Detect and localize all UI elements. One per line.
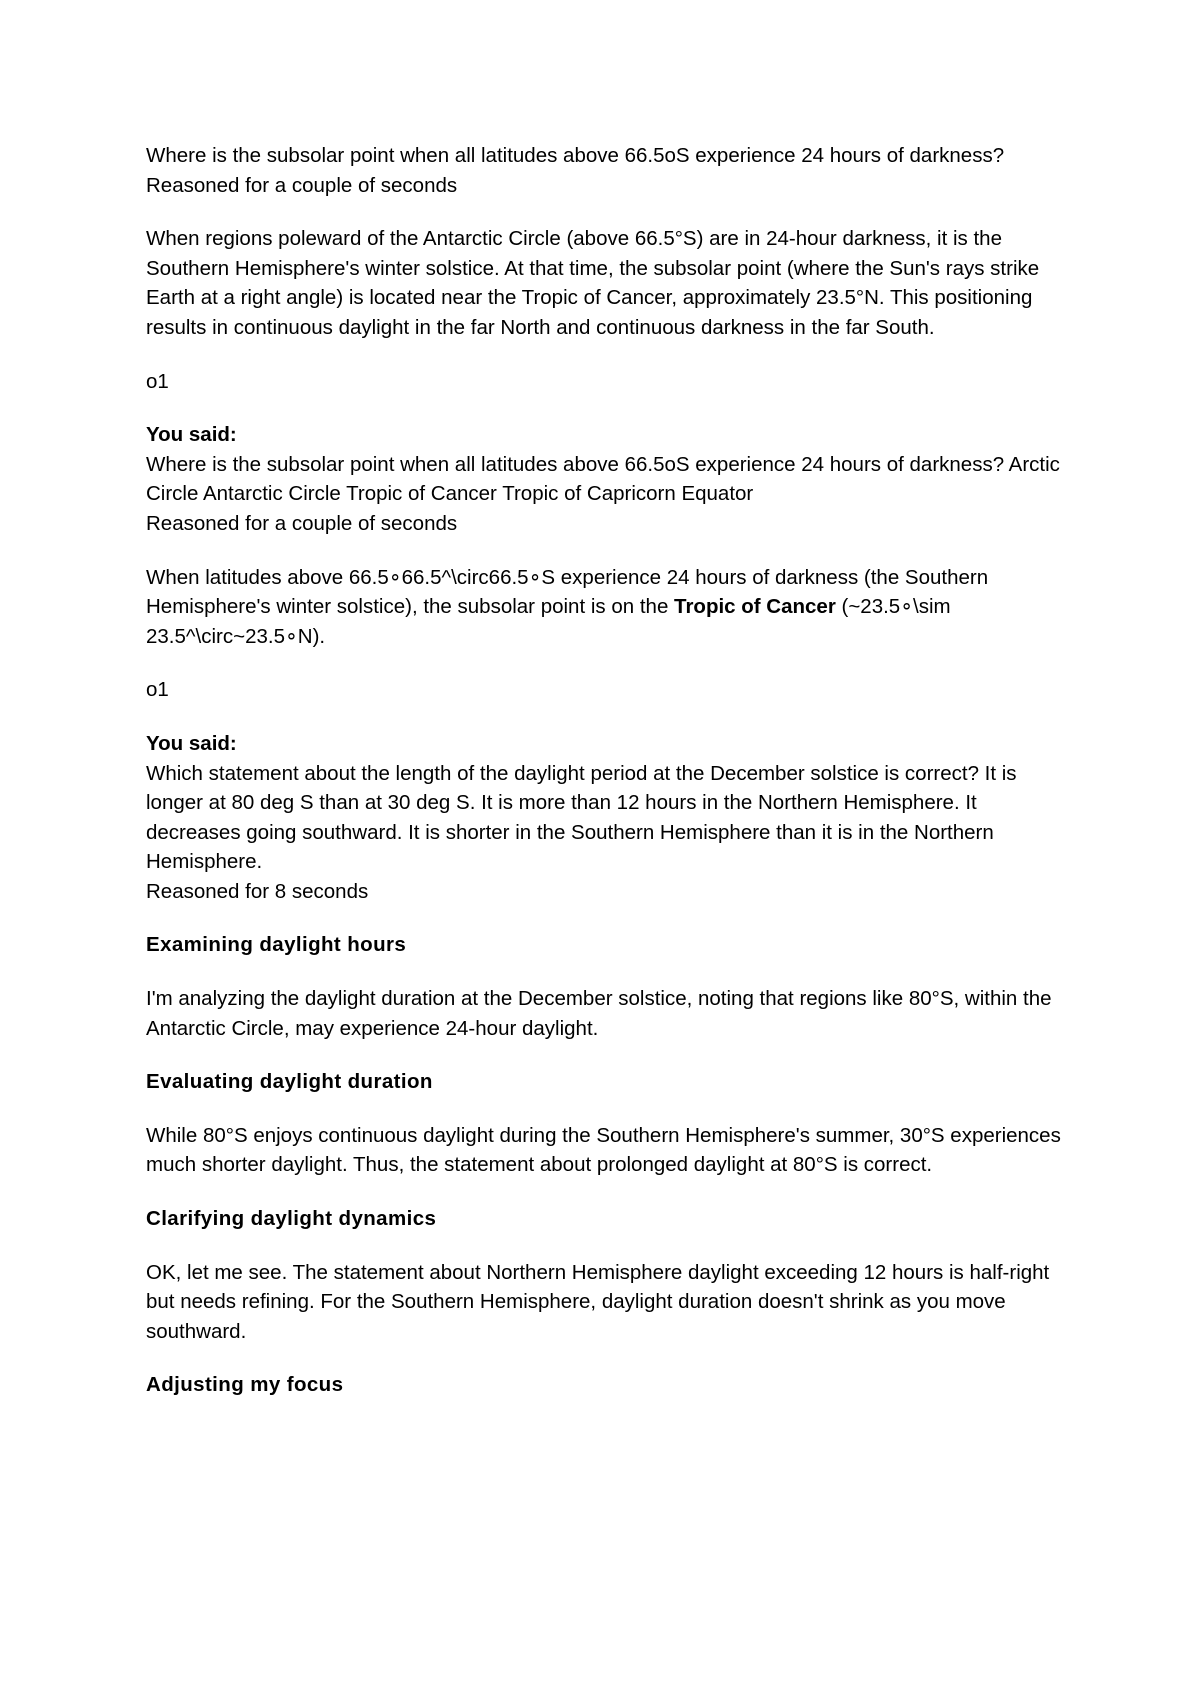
- answer-2-text: [146, 563, 1076, 652]
- answer-2-post: (~23.5∘\sim 23.5^\circ~23.5∘N).: [146, 595, 951, 648]
- section-text-evaluating: While 80°S enjoys continuous daylight during the Southern Hemisphere's summer, 30°S experiences much shorter daylight. Thus, the statement about prolonged daylight at 80°S is correct.: [146, 1123, 1061, 1177]
- question-1-text: Where is the subsolar point when all latitudes above 66.5oS experience 24 hours of darkness?: [146, 144, 1005, 167]
- model-label-1: o1: [146, 369, 169, 393]
- question-3-text: Which statement about the length of the daylight period at the December solstice is correct? It is longer at 80 deg S than at 30 deg S. It is more than 12 hours in the Northern Hemisphere. It decreases going southward. It is shorter in the Southern Hemisphere than it is in the Northern Hemisphere.: [146, 761, 1017, 874]
- document-page: [146, 141, 1076, 1400]
- you-said-label-2: You said:: [146, 423, 237, 447]
- section-heading-clarifying: Clarifying daylight dynamics: [146, 1207, 437, 1231]
- section-heading-examining: Examining daylight hours: [146, 933, 407, 957]
- section-heading-adjusting: Adjusting my focus: [146, 1373, 344, 1397]
- model-label-2: o1: [146, 678, 169, 702]
- reasoned-duration-1: Reasoned for a couple of seconds: [146, 173, 458, 197]
- answer-2-pre: When latitudes above 66.5∘66.5^\circ66.5∘S experience 24 hours of darkness (the Southern Hemisphere's winter solstice), the subsolar point is on the: [146, 565, 989, 619]
- answer-1-text: When regions poleward of the Antarctic Circle (above 66.5°S) are in 24-hour darkness, it is the Southern Hemisphere's winter solstice. At that time, the subsolar point (where the Sun's rays strike Earth at a right angle) is located near the Tropic of Cancer, approximately 23.5°N. This positioning results in continuous daylight in the far North and continuous darkness in the far South.: [146, 227, 1040, 339]
- question-2-text: Where is the subsolar point when all latitudes above 66.5oS experience 24 hours of darkness? Arctic Circle Antarctic Circle Tropic of Cancer Tropic of Capricorn Equator: [146, 452, 1060, 506]
- section-text-examining: I'm analyzing the daylight duration at the December solstice, noting that regions like 80°S, within the Antarctic Circle, may experience 24-hour daylight.: [146, 987, 1052, 1040]
- reasoned-duration-3: Reasoned for 8 seconds: [146, 879, 369, 903]
- reasoned-duration-2: Reasoned for a couple of seconds: [146, 511, 458, 535]
- you-said-label-3: You said:: [146, 731, 237, 755]
- section-text-clarifying: OK, let me see. The statement about Northern Hemisphere daylight exceeding 12 hours is half-right but needs refining. For the Southern Hemisphere, daylight duration doesn't shrink as you move southward.: [146, 1260, 1050, 1343]
- answer-2-bold: Tropic of Cancer: [674, 595, 836, 619]
- section-heading-evaluating: Evaluating daylight duration: [146, 1070, 433, 1094]
